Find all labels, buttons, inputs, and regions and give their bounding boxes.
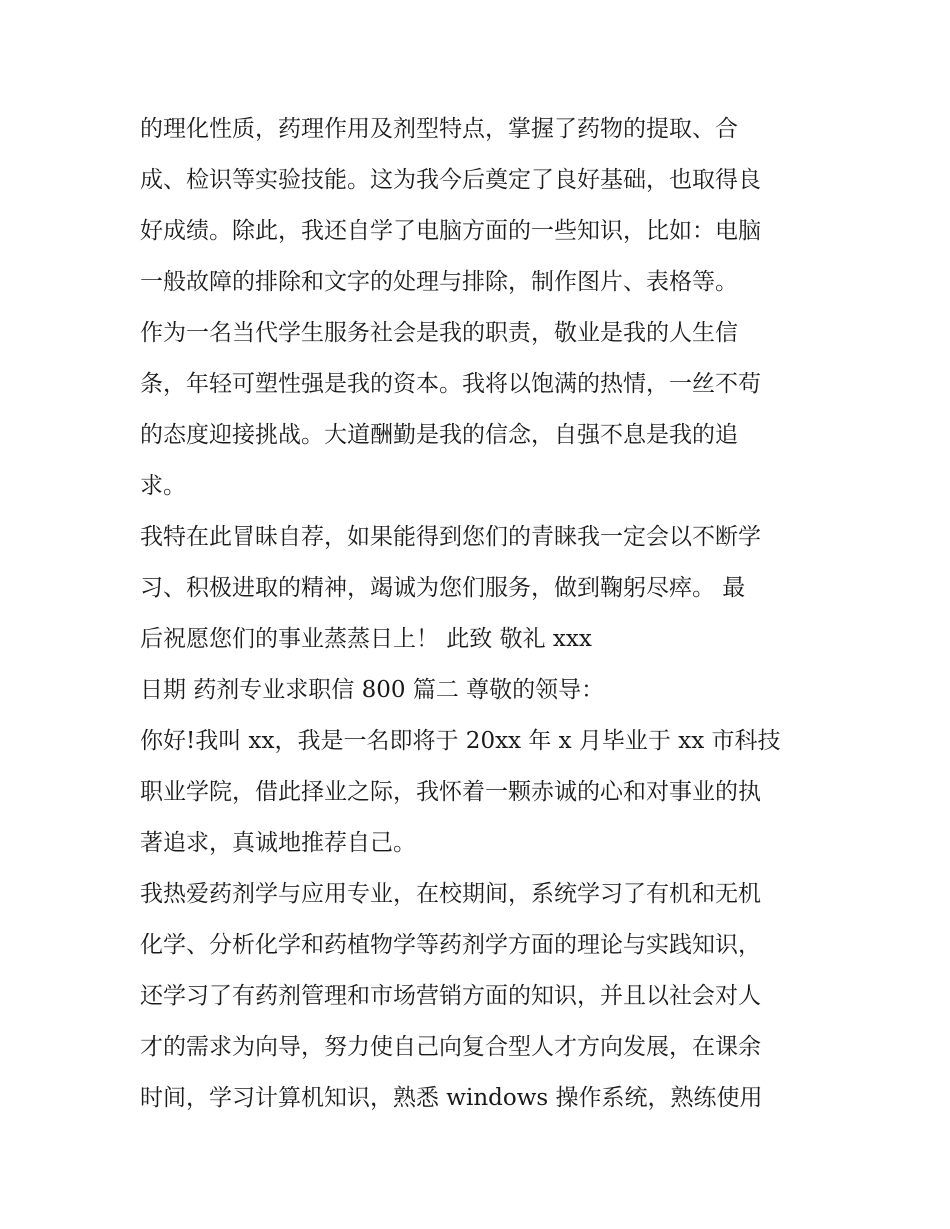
text-line: 化学、分析化学和药植物学等药剂学方面的理论与实践知识， bbox=[140, 932, 761, 958]
text-line: 我热爱药剂学与应用专业，在校期间，系统学习了有机和无机 bbox=[140, 881, 761, 907]
text-line: 著追求，真诚地推荐自己。 bbox=[140, 830, 416, 856]
text-line: 我特在此冒昧自荐，如果能得到您们的青睐我一定会以不断学 bbox=[140, 524, 761, 550]
text-line: 才的需求为向导，努力使自己向复合型人才方向发展，在课余 bbox=[140, 1034, 761, 1060]
text-line: 职业学院，借此择业之际，我怀着一颗赤诚的心和对事业的执 bbox=[140, 779, 761, 805]
text-line: 成、检识等实验技能。这为我今后奠定了良好基础，也取得良 bbox=[140, 167, 761, 193]
text-line: 作为一名当代学生服务社会是我的职责，敬业是我的人生信 bbox=[140, 320, 738, 346]
text-line: 求。 bbox=[140, 473, 186, 499]
text-line: 好成绩。除此，我还自学了电脑方面的一些知识，比如：电脑 bbox=[140, 218, 761, 244]
body-text bbox=[140, 107, 820, 1127]
text-line: 的态度迎接挑战。大道酬勤是我的信念，自强不息是我的追 bbox=[140, 422, 738, 448]
text-line: 还学习了有药剂管理和市场营销方面的知识，并且以社会对人 bbox=[140, 983, 761, 1009]
text-line: 时间，学习计算机知识，熟悉 windows 操作系统，熟练使用 bbox=[140, 1085, 763, 1111]
text-line: 习、积极进取的精神，竭诚为您们服务，做到鞠躬尽瘁。 最 bbox=[140, 575, 746, 601]
text-line: 日期 药剂专业求职信 800 篇二 尊敬的领导： bbox=[140, 677, 605, 703]
text-line: 后祝愿您们的事业蒸蒸日上！ 此致 敬礼 xxx bbox=[140, 626, 592, 652]
text-line: 一般故障的排除和文字的处理与排除，制作图片、表格等。 bbox=[140, 269, 738, 295]
text-line: 你好!我叫 xx，我是一名即将于 20xx 年 x 月毕业于 xx 市科技 bbox=[140, 728, 781, 754]
text-line: 的理化性质，药理作用及剂型特点，掌握了药物的提取、合 bbox=[140, 116, 738, 142]
text-line: 条，年轻可塑性强是我的资本。我将以饱满的热情，一丝不苟 bbox=[140, 371, 761, 397]
